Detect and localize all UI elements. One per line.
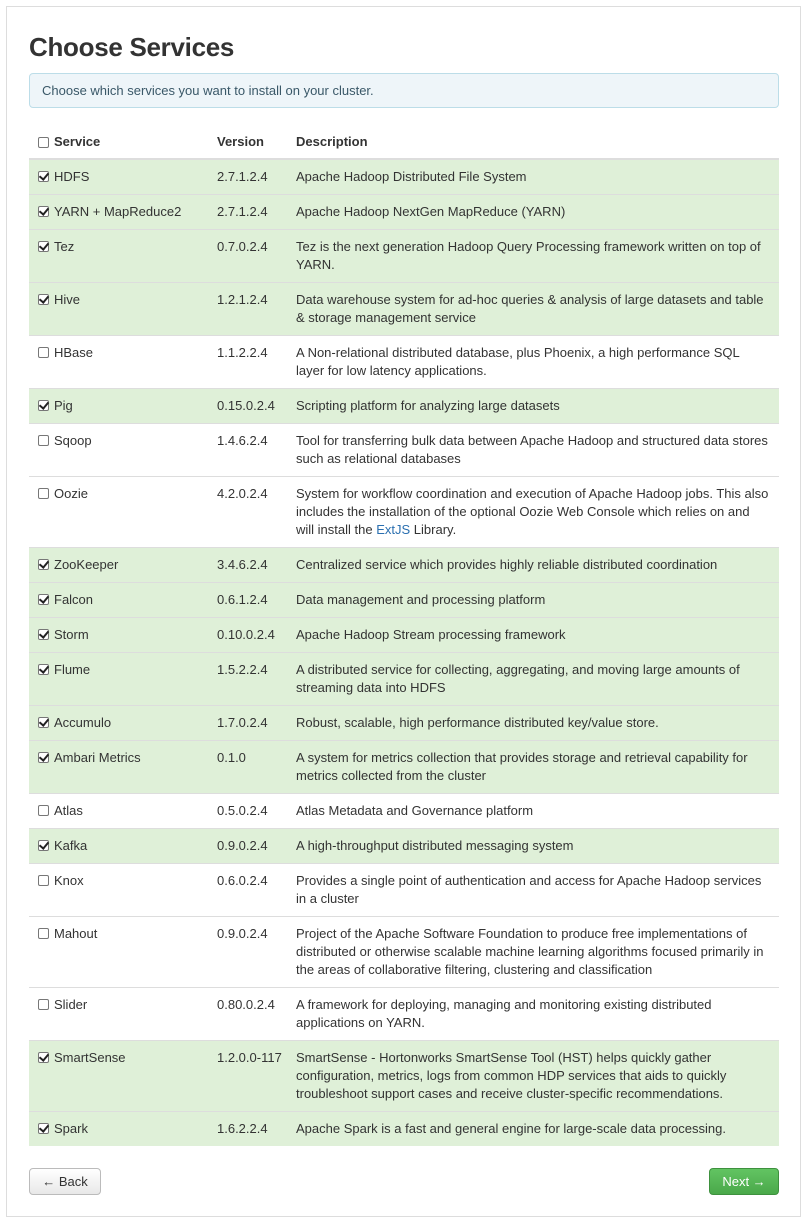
service-checkbox[interactable] [38,752,49,763]
service-checkbox[interactable] [38,717,49,728]
service-description-cell [296,653,779,706]
table-row[interactable] [29,230,779,283]
service-version: 4.2.0.2.4 [217,477,296,548]
service-version: 1.7.0.2.4 [217,706,296,741]
service-checkbox[interactable] [38,594,49,605]
service-version: 0.15.0.2.4 [217,389,296,424]
service-version: 1.5.2.2.4 [217,653,296,706]
service-name: ZooKeeper [54,557,119,572]
service-checkbox[interactable] [38,294,49,305]
service-cell [29,389,217,424]
service-name: Spark [54,1121,88,1136]
service-cell [29,618,217,653]
service-description: Provides a single point of authentication and access for Apache Hadoop services in a cluster [296,873,762,906]
service-checkbox[interactable] [38,559,49,570]
service-version: 1.4.6.2.4 [217,424,296,477]
service-checkbox[interactable] [38,171,49,182]
table-row[interactable] [29,477,779,548]
service-version: 1.1.2.2.4 [217,336,296,389]
service-header-label: Service [54,133,101,149]
service-description: Scripting platform for analyzing large datasets [296,398,560,413]
service-checkbox[interactable] [38,1052,49,1063]
service-version: 0.9.0.2.4 [217,829,296,864]
table-row[interactable] [29,706,779,741]
service-cell [29,424,217,477]
service-description-cell [296,988,779,1041]
service-version: 0.10.0.2.4 [217,618,296,653]
table-row[interactable] [29,1041,779,1112]
service-description-cell [296,424,779,477]
service-description: A Non-relational distributed database, plus Phoenix, a high performance SQL layer for low latency applications. [296,345,740,378]
service-description-cell [296,1112,779,1147]
service-cell [29,706,217,741]
service-name: Knox [54,873,84,888]
service-name: Pig [54,398,73,413]
service-version: 0.6.1.2.4 [217,583,296,618]
service-description-cell [296,283,779,336]
service-description: Apache Hadoop Stream processing framework [296,627,566,642]
service-description: Tez is the next generation Hadoop Query Processing framework written on top of YARN. [296,239,761,272]
table-row[interactable] [29,424,779,477]
table-row[interactable] [29,389,779,424]
service-description: A framework for deploying, managing and monitoring existing distributed applications on YARN. [296,997,712,1030]
service-name: Storm [54,627,89,642]
service-description-cell [296,230,779,283]
version-column-header: Version [217,124,296,159]
table-row[interactable] [29,829,779,864]
service-checkbox[interactable] [38,999,49,1010]
service-cell [29,548,217,583]
next-button[interactable]: Next → [709,1168,779,1195]
service-description-cell [296,794,779,829]
service-checkbox[interactable] [38,664,49,675]
table-row[interactable] [29,988,779,1041]
service-version: 0.5.0.2.4 [217,794,296,829]
service-cell [29,283,217,336]
table-row[interactable] [29,794,779,829]
service-version: 2.7.1.2.4 [217,159,296,195]
table-row[interactable] [29,741,779,794]
service-name: Mahout [54,926,98,941]
service-name: Slider [54,997,88,1012]
service-description-cell [296,583,779,618]
service-description: Centralized service which provides highly reliable distributed coordination [296,557,718,572]
service-checkbox[interactable] [38,241,49,252]
service-version: 0.7.0.2.4 [217,230,296,283]
service-column-header [29,124,217,159]
service-name: SmartSense [54,1050,126,1065]
service-version: 0.1.0 [217,741,296,794]
service-checkbox[interactable] [38,840,49,851]
service-checkbox[interactable] [38,805,49,816]
service-cell [29,794,217,829]
service-cell [29,864,217,917]
service-description-cell [296,618,779,653]
service-checkbox[interactable] [38,400,49,411]
service-checkbox[interactable] [38,1123,49,1134]
service-version: 2.7.1.2.4 [217,195,296,230]
services-table [29,124,779,1146]
service-cell [29,159,217,195]
service-cell [29,988,217,1041]
service-description-cell [296,389,779,424]
service-cell [29,1041,217,1112]
service-name: Atlas [54,803,83,818]
service-description: Data warehouse system for ad-hoc queries & analysis of large datasets and table & storage management service [296,292,764,325]
service-cell [29,653,217,706]
service-description-suffix: Library. [410,522,457,537]
table-row[interactable] [29,583,779,618]
service-name: YARN + MapReduce2 [54,204,182,219]
service-checkbox[interactable] [38,488,49,499]
service-description-cell [296,864,779,917]
service-description: System for workflow coordination and execution of Apache Hadoop jobs. This also includes the installation of the optional Oozie Web Console which relies on and will install the [296,486,769,537]
service-checkbox[interactable] [38,347,49,358]
service-description: Data management and processing platform [296,592,546,607]
service-cell [29,336,217,389]
service-description: Project of the Apache Software Foundation to produce free implementations of distributed or otherwise scalable machine learning algorithms focused primarily in the areas of collaborative filtering, clustering and classification [296,926,764,977]
service-description: A high-throughput distributed messaging system [296,838,574,853]
service-description-cell [296,548,779,583]
service-checkbox[interactable] [38,206,49,217]
table-row[interactable] [29,548,779,583]
table-row[interactable] [29,159,779,195]
service-description-cell [296,477,779,548]
service-cell [29,1112,217,1147]
service-description: Apache Hadoop Distributed File System [296,169,527,184]
service-description-cell [296,829,779,864]
service-description: Apache Hadoop NextGen MapReduce (YARN) [296,204,566,219]
table-row[interactable] [29,917,779,988]
table-row[interactable] [29,653,779,706]
service-description-cell [296,159,779,195]
table-row[interactable] [29,1112,779,1147]
service-version: 1.2.1.2.4 [217,283,296,336]
service-name: Flume [54,662,91,677]
service-description: Tool for transferring bulk data between Apache Hadoop and structured data stores such as relational databases [296,433,768,466]
service-description: SmartSense - Hortonworks SmartSense Tool (HST) helps quickly gather configuration, metrics, logs from common HDP services that aids to quickly troubleshoot support cases and receive cluster-specific recommendations. [296,1050,727,1101]
service-name: Kafka [54,838,88,853]
service-description: A system for metrics collection that provides storage and retrieval capability for metrics collected from the cluster [296,750,748,783]
service-description-cell [296,1041,779,1112]
service-checkbox[interactable] [38,629,49,640]
service-version: 3.4.6.2.4 [217,548,296,583]
service-description-cell [296,741,779,794]
description-column-header: Description [296,124,779,159]
service-name: Tez [54,239,75,254]
service-name: Falcon [54,592,94,607]
service-cell [29,917,217,988]
service-name: Accumulo [54,715,112,730]
service-version: 0.80.0.2.4 [217,988,296,1041]
service-description: Apache Spark is a fast and general engine for large-scale data processing. [296,1121,726,1136]
service-cell [29,230,217,283]
service-cell [29,477,217,548]
table-row[interactable] [29,283,779,336]
back-button[interactable]: ← Back [29,1168,101,1195]
service-description-cell [296,195,779,230]
table-row[interactable] [29,864,779,917]
select-all-checkbox[interactable] [38,137,49,148]
service-checkbox[interactable] [38,435,49,446]
service-name: HBase [54,345,94,360]
service-name: HDFS [54,169,90,184]
service-version: 0.6.0.2.4 [217,864,296,917]
service-checkbox[interactable] [38,928,49,939]
page-title: Choose Services [29,32,235,62]
service-description-cell [296,336,779,389]
service-name: Ambari Metrics [54,750,141,765]
service-checkbox[interactable] [38,875,49,886]
service-description: Atlas Metadata and Governance platform [296,803,534,818]
service-cell [29,829,217,864]
service-name: Oozie [54,486,88,501]
table-row[interactable] [29,195,779,230]
service-version: 1.6.2.2.4 [217,1112,296,1147]
service-cell [29,741,217,794]
service-version: 1.2.0.0-117 [217,1041,296,1112]
extjs-link[interactable]: ExtJS [376,522,411,537]
table-row[interactable] [29,336,779,389]
service-version: 0.9.0.2.4 [217,917,296,988]
service-cell [29,583,217,618]
service-description: A distributed service for collecting, aggregating, and moving large amounts of streaming data into HDFS [296,662,740,695]
table-row[interactable] [29,618,779,653]
service-description-cell [296,917,779,988]
service-description-cell [296,706,779,741]
service-description: Robust, scalable, high performance distributed key/value store. [296,715,659,730]
service-name: Sqoop [54,433,92,448]
service-name: Hive [54,292,81,307]
table-header-row [29,124,779,159]
service-cell [29,195,217,230]
info-alert: Choose which services you want to install on your cluster. [29,73,779,108]
